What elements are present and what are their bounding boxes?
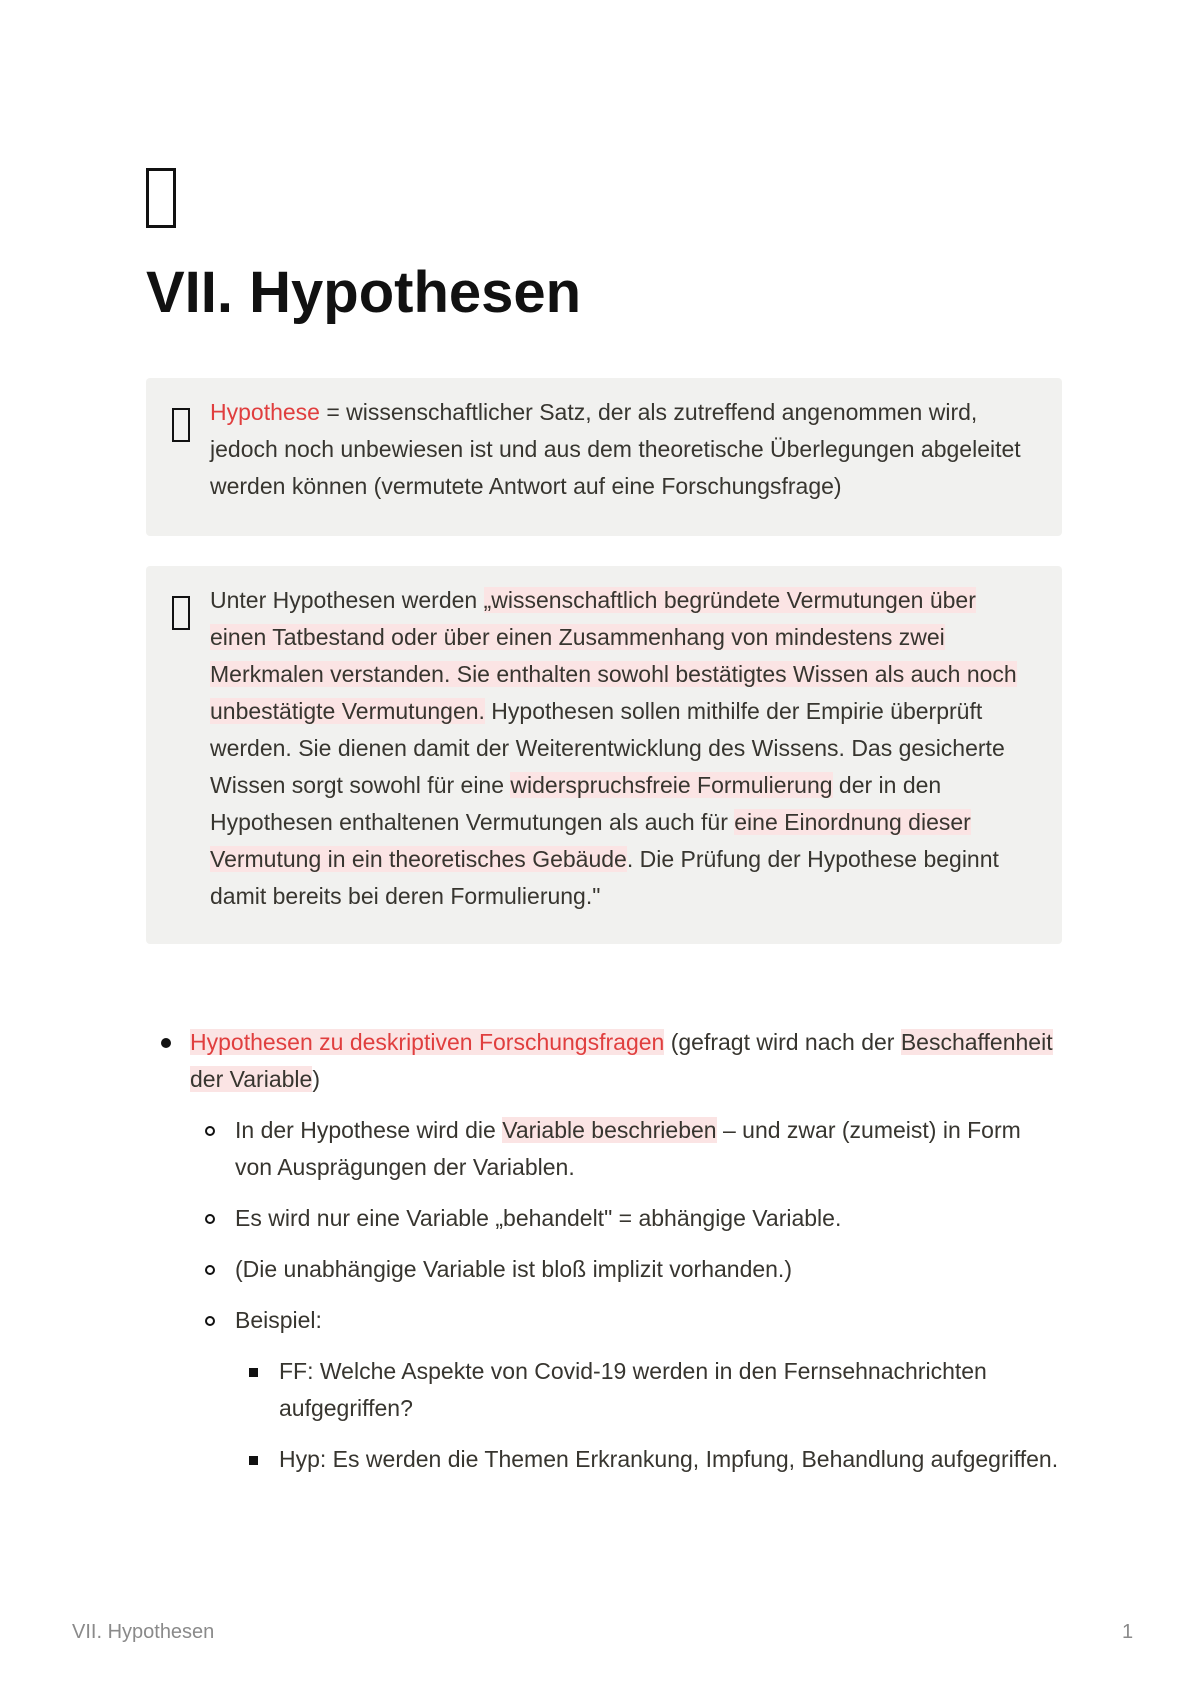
quote-highlight-3: eine Einordnung dieser Vermutung in ein theoretisches Gebäude: [210, 809, 971, 872]
list-item-text: (Die unabhängige Variable ist bloß implizit vorhanden.): [235, 1256, 792, 1282]
definition-text: = wissenschaftlicher Satz, der als zutreffend angenommen wird, jedoch noch unbewiesen ist und aus dem theoretische Überlegungen abgeleitet werden können (vermutete Antwort auf eine Forschungsfrage): [210, 399, 1021, 499]
disc-bullet-icon: [161, 1038, 171, 1048]
list-item: [146, 1251, 1062, 1288]
list-item-text: Hyp: Es werden die Themen Erkrankung, Impfung, Behandlung aufgegriffen.: [279, 1446, 1059, 1472]
list-item: [146, 1302, 1062, 1339]
list-item-highlight: Beschaffenheit der Variable: [190, 1029, 1053, 1092]
list-item: [146, 1112, 1062, 1186]
quote-highlight-2: widerspruchsfreie Formulierung: [510, 772, 833, 798]
missing-glyph-icon: [172, 596, 190, 630]
page-number: 1: [1122, 1621, 1134, 1643]
missing-glyph-icon: [172, 408, 190, 442]
square-bullet-icon: [249, 1368, 258, 1377]
list-item: [146, 1024, 1062, 1098]
missing-glyph-icon: [146, 168, 184, 230]
list-item-text: Es wird nur eine Variable „behandelt" = abhängige Variable.: [235, 1205, 842, 1231]
page-icon-box: [146, 168, 176, 228]
quote-body-1: Hypothesen sollen mithilfe der Empirie überprüft werden. Sie dienen damit der Weiterentwicklung des Wissens. Das gesicherte Wissen sorgt sowohl für eine: [210, 698, 1005, 798]
circle-bullet-icon: [205, 1126, 215, 1136]
list-item-highlight: Variable beschrieben: [502, 1117, 717, 1143]
list-item-text: – und zwar (zumeist) in Form von Ausprägungen der Variablen.: [235, 1117, 1021, 1180]
list-item-text: ): [312, 1066, 320, 1092]
quote-callout: [146, 566, 1062, 944]
quote-body-2: der in den Hypothesen enthaltenen Vermutungen als auch für: [210, 772, 942, 835]
list-item: [146, 1200, 1062, 1237]
quote-body-3: . Die Prüfung der Hypothese beginnt damit bereits bei deren Formulierung.": [210, 846, 999, 909]
square-bullet-icon: [249, 1456, 258, 1465]
footer-title: VII. Hypothesen: [72, 1621, 215, 1643]
bullet-list: [146, 1024, 1062, 1492]
page-title: VII. Hypothesen: [146, 260, 582, 325]
list-item-text: (gefragt wird nach der: [664, 1029, 901, 1055]
list-item: [146, 1441, 1062, 1478]
quote-highlight: „wissenschaftlich begründete Vermutungen über einen Tatbestand oder über einen Zusammenhang von mindestens zwei Merkmalen verstanden. Sie enthalten sowohl bestätigtes Wissen als auch noch unbestätigte Vermutungen.: [210, 587, 1017, 724]
list-item-text: FF: Welche Aspekte von Covid-19 werden in den Fernsehnachrichten aufgegriffen?: [279, 1358, 987, 1421]
list-item-term: Hypothesen zu deskriptiven Forschungsfragen: [190, 1029, 665, 1055]
circle-bullet-icon: [205, 1265, 215, 1275]
definition-callout: [146, 378, 1062, 536]
list-item-text: In der Hypothese wird die: [235, 1117, 503, 1143]
list-item: [146, 1353, 1062, 1427]
list-item-text: Beispiel:: [235, 1307, 322, 1333]
hypothesis-term: Hypothese: [210, 399, 320, 425]
quote-lead: Unter Hypothesen werden: [210, 587, 484, 613]
circle-bullet-icon: [205, 1316, 215, 1326]
circle-bullet-icon: [205, 1214, 215, 1224]
